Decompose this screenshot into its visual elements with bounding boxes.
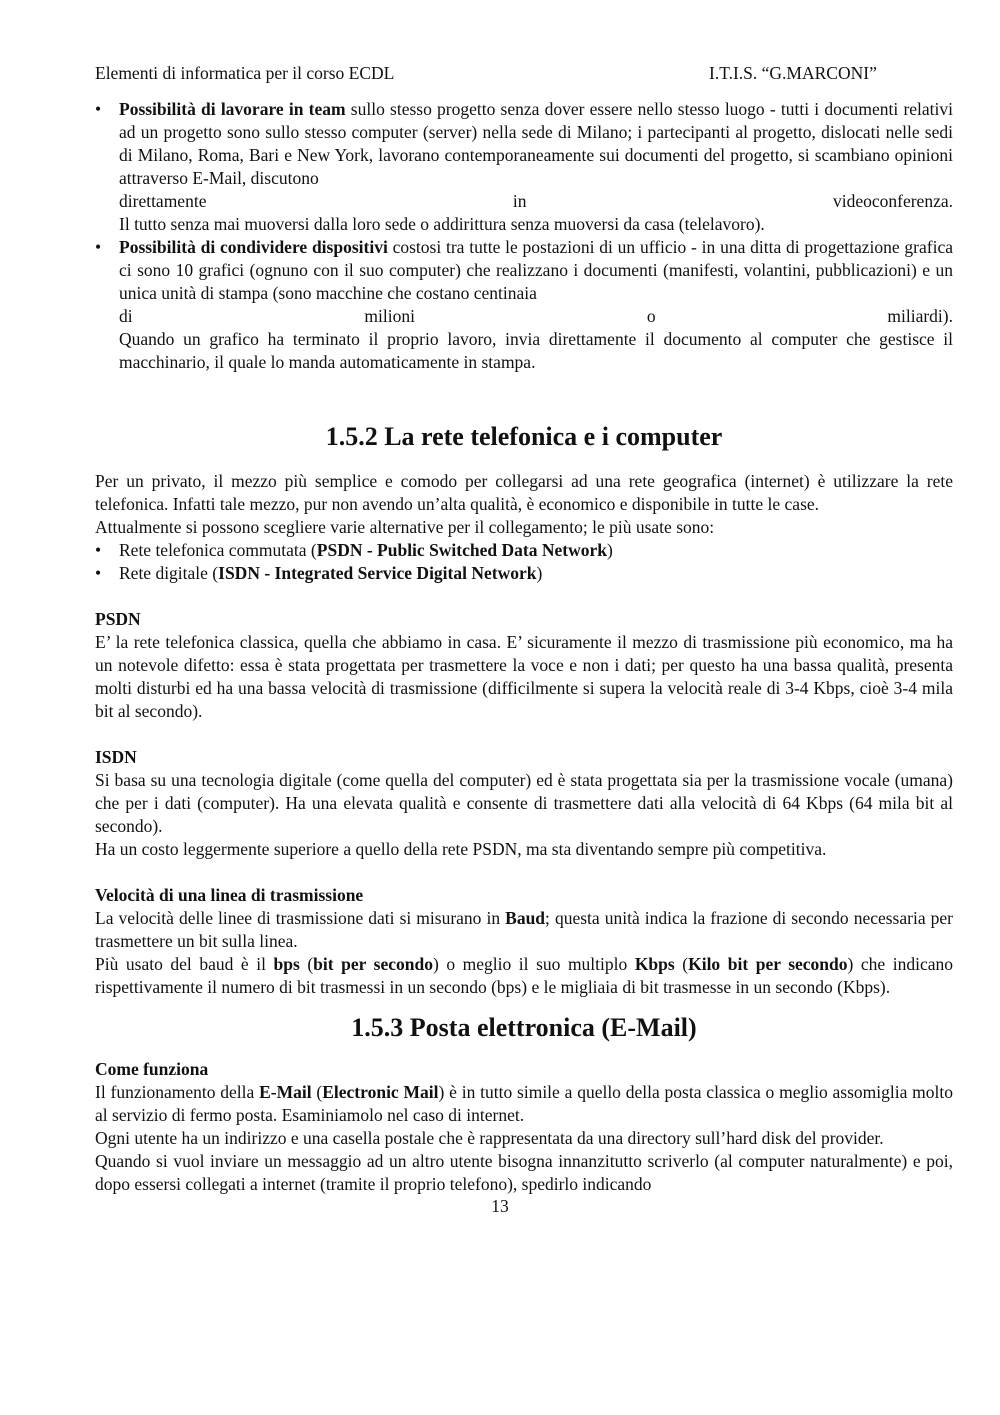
bullet-icon: • [95, 237, 102, 257]
bullet-text: costosi tra tutte le postazioni di un ufficio - in una ditta di progettazione grafica ci sono 10 grafici (ognuno con il suo computer) che realizzano i documenti (manifesti, volantini, pubblicazioni) e un unica unità di stampa (sono macchine che costano centinaia [119, 237, 953, 303]
psdn-heading: PSDN [95, 609, 141, 629]
bullet-icon: • [95, 540, 102, 560]
connection-options-list [95, 539, 953, 585]
option-bold-term: PSDN - Public Switched Data Network [316, 540, 607, 560]
list-item [95, 562, 953, 585]
network-intro-paragraph: Per un privato, il mezzo più semplice e comodo per collegarsi ad una rete geografica (internet) è utilizzare la rete telefonica. Infatti tale mezzo, pur non avendo un’alta qualità, è economico e disponibile in tutte le case. [95, 471, 953, 514]
isdn-heading: ISDN [95, 747, 137, 767]
isdn-paragraph: Si basa su una tecnologia digitale (come quella del computer) ed è stata progettata sia per la trasmissione vocale (umana) che per i dati (computer). Ha una elevata qualità e consente di trasmettere dati alla velocità di 64 Kbps (64 mila bit al secondo). [95, 770, 953, 836]
list-item [95, 236, 953, 374]
spacer [95, 861, 953, 884]
option-text: Rete digitale ( [119, 563, 219, 583]
bullet-justified-line: direttamente in videoconferenza. [119, 191, 953, 211]
bullet-text: sullo stesso progetto senza dover essere nello stesso luogo - tutti i documenti relativi ad un progetto sono sullo stesso computer (server) nella sede di Milano; i partecipanti al progetto, dislocati nelle sedi di Milano, Roma, Bari e New York, lavorano contemporaneamente sui documenti del progetto, si scambiano opinioni attraverso E-Mail, discutono [119, 99, 954, 188]
option-text-end: ) [606, 540, 613, 560]
bullet-icon: • [95, 99, 102, 119]
bullet-bold-term: Possibilità di condividere dispositivi [119, 237, 388, 257]
send-message-paragraph: Quando si vuol inviare un messaggio ad un altro utente bisogna innanzitutto scriverlo (al computer naturalmente) e poi, dopo essersi collegati a internet (tramite il proprio telefono), spedirlo indicando [95, 1151, 953, 1194]
bullet-bold-term: Possibilità di lavorare in team [119, 99, 346, 119]
option-text-end: ) [536, 563, 543, 583]
list-item [95, 98, 953, 236]
bullet-continuation: Il tutto senza mai muoversi dalla loro sede o addirittura senza muoversi da casa (telelavoro). [119, 214, 765, 234]
option-bold-term: ISDN - Integrated Service Digital Network [218, 563, 537, 583]
page-content [95, 98, 953, 1196]
bullet-continuation: Quando un grafico ha terminato il proprio lavoro, invia direttamente il documento al computer che gestisce il macchinario, il quale lo manda automaticamente in stampa. [119, 329, 953, 372]
speed-heading: Velocità di una linea di trasmissione [95, 885, 364, 905]
list-item [95, 539, 953, 562]
alternatives-paragraph: Attualmente si possono scegliere varie alternative per il collegamento; le più usate sono: [95, 517, 715, 537]
bullet-icon: • [95, 563, 102, 583]
mailbox-paragraph: Ogni utente ha un indirizzo e una casella postale che è rappresentata da una directory sull’hard disk del provider. [95, 1128, 884, 1148]
bps-paragraph: Più usato del baud è il bps (bit per secondo) o meglio il suo multiplo Kbps (Kilo bit per secondo) che indicano rispettivamente il numero di bit trasmessi in un secondo (bps) e le migliaia di bit trasmesse in un secondo (Kbps). [95, 954, 954, 997]
bullet-justified-line: di milioni o miliardi). [119, 306, 953, 326]
isdn-cost-paragraph: Ha un costo leggermente superiore a quello della rete PSDN, ma sta diventando sempre più competitiva. [95, 839, 827, 859]
advantages-list [95, 98, 953, 374]
option-text: Rete telefonica commutata ( [119, 540, 317, 560]
email-paragraph: Il funzionamento della E-Mail (Electronic Mail) è in tutto simile a quello della posta classica o meglio assomiglia molto al servizio di fermo posta. Esaminiamolo nel caso di internet. [95, 1082, 954, 1125]
spacer [95, 723, 953, 746]
section-title-1-5-2: 1.5.2 La rete telefonica e i computer [325, 422, 723, 451]
header-school-name: I.T.I.S. “G.MARCONI” [709, 63, 877, 83]
header-course-title: Elementi di informatica per il corso ECDL [95, 63, 395, 83]
how-it-works-heading: Come funziona [95, 1059, 209, 1079]
section-title-1-5-3: 1.5.3 Posta elettronica (E-Mail) [351, 1013, 697, 1042]
spacer [95, 585, 953, 608]
psdn-paragraph: E’ la rete telefonica classica, quella che abbiamo in casa. E’ sicuramente il mezzo di trasmissione più economico, ma ha un notevole difetto: essa è stata progettata per trasmettere la voce e non i dati; per questo ha una bassa qualità, presenta molti disturbi ed ha una bassa velocità di trasmissione (difficilmente si supera la velocità reale di 3-4 Kbps, cioè 3-4 mila bit al secondo). [95, 632, 953, 721]
baud-paragraph: La velocità delle linee di trasmissione dati si misurano in Baud; questa unità indica la frazione di secondo necessaria per trasmettere un bit sulla linea. [95, 908, 953, 951]
page-number: 13 [491, 1196, 509, 1216]
